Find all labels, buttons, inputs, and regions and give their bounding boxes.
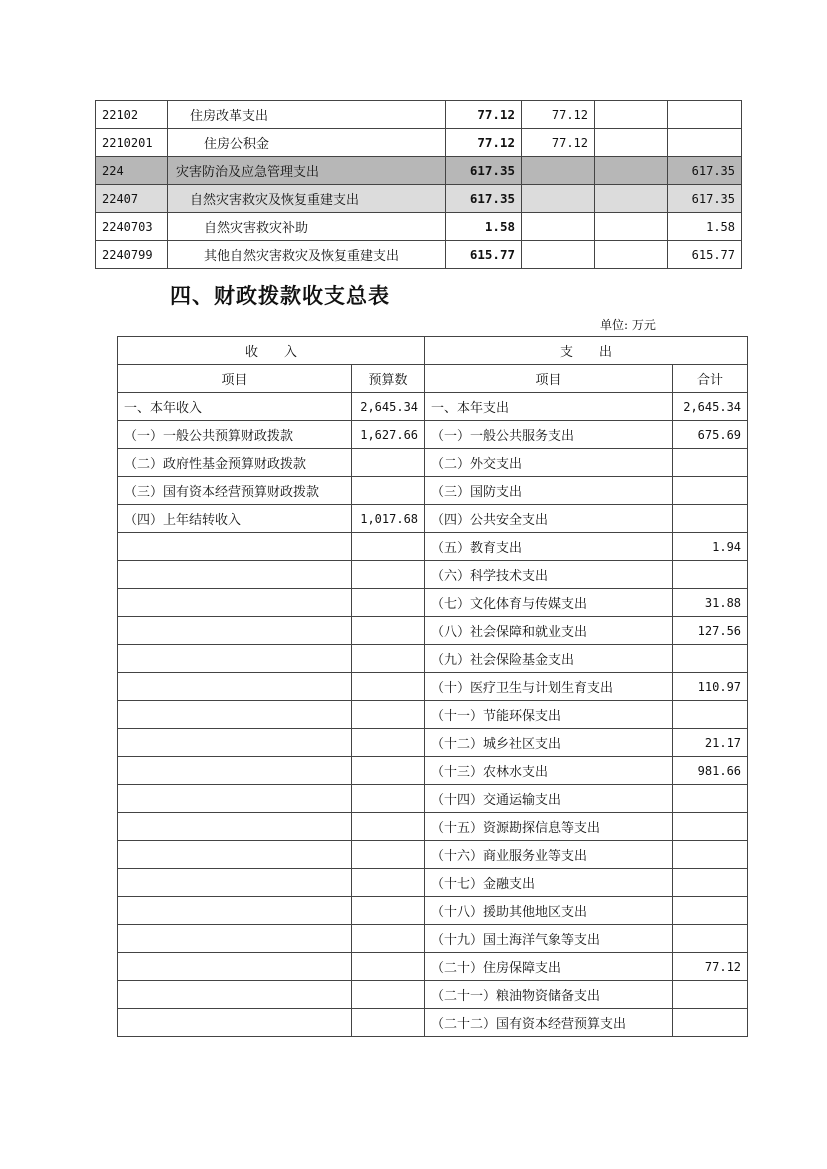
table-row <box>118 841 748 869</box>
income-amount <box>352 561 425 589</box>
table-row <box>118 701 748 729</box>
expense-amount <box>673 981 748 1009</box>
row-gov <box>668 101 742 129</box>
table-row <box>118 813 748 841</box>
income-item <box>118 813 352 841</box>
expense-item: 一、本年支出 <box>425 393 673 421</box>
col-income-item: 项目 <box>118 365 352 393</box>
income-item <box>118 561 352 589</box>
table-row <box>96 101 742 129</box>
table-row <box>96 157 742 185</box>
income-item: 一、本年收入 <box>118 393 352 421</box>
expense-amount: 981.66 <box>673 757 748 785</box>
expense-amount <box>673 785 748 813</box>
row-total: 617.35 <box>446 157 522 185</box>
row-code: 2240799 <box>96 241 168 269</box>
expense-amount <box>673 925 748 953</box>
row-code: 22407 <box>96 185 168 213</box>
table-row <box>96 213 742 241</box>
income-amount <box>352 533 425 561</box>
row-code: 22102 <box>96 101 168 129</box>
row-project <box>595 101 668 129</box>
expense-item: （十八）援助其他地区支出 <box>425 897 673 925</box>
income-amount: 1,627.66 <box>352 421 425 449</box>
row-gov: 1.58 <box>668 213 742 241</box>
row-code: 224 <box>96 157 168 185</box>
expense-amount: 77.12 <box>673 953 748 981</box>
income-amount <box>352 841 425 869</box>
row-gov <box>668 129 742 157</box>
table-row <box>118 981 748 1009</box>
row-project <box>595 241 668 269</box>
income-header: 收 入 <box>118 337 425 365</box>
expense-item: （三）国防支出 <box>425 477 673 505</box>
table-row <box>118 449 748 477</box>
row-gov: 617.35 <box>668 185 742 213</box>
income-item <box>118 1009 352 1037</box>
expense-item: （十）医疗卫生与计划生育支出 <box>425 673 673 701</box>
row-name: 自然灾害救灾及恢复重建支出 <box>168 185 446 213</box>
expense-item: （四）公共安全支出 <box>425 505 673 533</box>
expense-item: （十六）商业服务业等支出 <box>425 841 673 869</box>
row-basic: 77.12 <box>522 101 595 129</box>
income-amount <box>352 925 425 953</box>
income-amount <box>352 645 425 673</box>
income-item: （二）政府性基金预算财政拨款 <box>118 449 352 477</box>
table-row <box>118 729 748 757</box>
expense-amount <box>673 505 748 533</box>
expense-amount: 110.97 <box>673 673 748 701</box>
income-amount <box>352 981 425 1009</box>
expense-item: （二十二）国有资本经营预算支出 <box>425 1009 673 1037</box>
table-row <box>118 785 748 813</box>
row-total: 615.77 <box>446 241 522 269</box>
expense-item: （十四）交通运输支出 <box>425 785 673 813</box>
expense-amount: 2,645.34 <box>673 393 748 421</box>
income-item <box>118 953 352 981</box>
row-basic <box>522 157 595 185</box>
income-item <box>118 785 352 813</box>
table-row <box>118 421 748 449</box>
col-income-budget: 预算数 <box>352 365 425 393</box>
table-row <box>118 1009 748 1037</box>
table-row <box>118 477 748 505</box>
row-basic: 77.12 <box>522 129 595 157</box>
income-item <box>118 533 352 561</box>
income-item: （一）一般公共预算财政拨款 <box>118 421 352 449</box>
income-amount <box>352 897 425 925</box>
expense-amount: 21.17 <box>673 729 748 757</box>
income-item <box>118 869 352 897</box>
income-amount <box>352 813 425 841</box>
income-amount: 2,645.34 <box>352 393 425 421</box>
row-name: 其他自然灾害救灾及恢复重建支出 <box>168 241 446 269</box>
income-amount <box>352 617 425 645</box>
expense-item: （二）外交支出 <box>425 449 673 477</box>
row-total: 77.12 <box>446 101 522 129</box>
income-item <box>118 757 352 785</box>
expense-amount: 31.88 <box>673 589 748 617</box>
expense-amount <box>673 449 748 477</box>
income-amount <box>352 953 425 981</box>
expense-detail-table <box>95 100 742 269</box>
unit-label: 单位: 万元 <box>600 318 656 332</box>
row-project <box>595 213 668 241</box>
row-basic <box>522 213 595 241</box>
expense-amount <box>673 897 748 925</box>
income-amount <box>352 785 425 813</box>
expense-amount <box>673 561 748 589</box>
expense-amount <box>673 477 748 505</box>
expense-item: （十二）城乡社区支出 <box>425 729 673 757</box>
income-item <box>118 589 352 617</box>
row-name: 住房公积金 <box>168 129 446 157</box>
expense-item: （十三）农林水支出 <box>425 757 673 785</box>
income-item <box>118 701 352 729</box>
income-amount <box>352 869 425 897</box>
income-item: （四）上年结转收入 <box>118 505 352 533</box>
income-amount <box>352 673 425 701</box>
table-row <box>118 869 748 897</box>
expense-item: （二十一）粮油物资储备支出 <box>425 981 673 1009</box>
table-row <box>118 925 748 953</box>
row-name: 住房改革支出 <box>168 101 446 129</box>
income-amount <box>352 757 425 785</box>
expense-item: （六）科学技术支出 <box>425 561 673 589</box>
expense-amount: 127.56 <box>673 617 748 645</box>
table-row <box>118 617 748 645</box>
expense-amount <box>673 813 748 841</box>
header-row-groups <box>118 337 748 365</box>
income-amount <box>352 589 425 617</box>
col-expense-total: 合计 <box>673 365 748 393</box>
income-item <box>118 617 352 645</box>
row-project <box>595 185 668 213</box>
header-row-columns <box>118 365 748 393</box>
row-project <box>595 129 668 157</box>
row-project <box>595 157 668 185</box>
income-amount <box>352 449 425 477</box>
section-title: 四、财政拨款收支总表 <box>170 284 390 308</box>
income-item <box>118 841 352 869</box>
income-item <box>118 897 352 925</box>
table-row <box>96 129 742 157</box>
row-basic <box>522 241 595 269</box>
expense-item: （五）教育支出 <box>425 533 673 561</box>
table-row <box>96 241 742 269</box>
income-item: （三）国有资本经营预算财政拨款 <box>118 477 352 505</box>
row-name: 自然灾害救灾补助 <box>168 213 446 241</box>
expense-amount <box>673 645 748 673</box>
row-code: 2210201 <box>96 129 168 157</box>
table-row <box>118 757 748 785</box>
table-row <box>118 673 748 701</box>
row-gov: 617.35 <box>668 157 742 185</box>
income-item <box>118 981 352 1009</box>
income-amount <box>352 701 425 729</box>
income-amount <box>352 477 425 505</box>
expense-amount <box>673 841 748 869</box>
expense-header: 支 出 <box>425 337 748 365</box>
row-total: 1.58 <box>446 213 522 241</box>
col-expense-item: 项目 <box>425 365 673 393</box>
expense-item: （十九）国土海洋气象等支出 <box>425 925 673 953</box>
row-name: 灾害防治及应急管理支出 <box>168 157 446 185</box>
expense-item: （二十）住房保障支出 <box>425 953 673 981</box>
row-total: 77.12 <box>446 129 522 157</box>
table-row <box>118 589 748 617</box>
expense-amount: 675.69 <box>673 421 748 449</box>
row-basic <box>522 185 595 213</box>
expense-amount <box>673 869 748 897</box>
income-amount <box>352 1009 425 1037</box>
expense-item: （十七）金融支出 <box>425 869 673 897</box>
table-row <box>118 533 748 561</box>
expense-amount <box>673 701 748 729</box>
income-item <box>118 673 352 701</box>
table-row <box>96 185 742 213</box>
income-item <box>118 729 352 757</box>
expense-item: （一）一般公共服务支出 <box>425 421 673 449</box>
expense-item: （七）文化体育与传媒支出 <box>425 589 673 617</box>
table-row <box>118 645 748 673</box>
row-total: 617.35 <box>446 185 522 213</box>
table-row <box>118 897 748 925</box>
table-row <box>118 505 748 533</box>
expense-item: （九）社会保险基金支出 <box>425 645 673 673</box>
table-row <box>118 561 748 589</box>
table-row <box>118 953 748 981</box>
income-amount <box>352 729 425 757</box>
fiscal-summary-table <box>117 336 748 1037</box>
income-item <box>118 645 352 673</box>
expense-amount <box>673 1009 748 1037</box>
expense-item: （十五）资源勘探信息等支出 <box>425 813 673 841</box>
row-gov: 615.77 <box>668 241 742 269</box>
income-amount: 1,017.68 <box>352 505 425 533</box>
expense-amount: 1.94 <box>673 533 748 561</box>
expense-item: （十一）节能环保支出 <box>425 701 673 729</box>
table-row <box>118 393 748 421</box>
expense-item: （八）社会保障和就业支出 <box>425 617 673 645</box>
row-code: 2240703 <box>96 213 168 241</box>
income-item <box>118 925 352 953</box>
